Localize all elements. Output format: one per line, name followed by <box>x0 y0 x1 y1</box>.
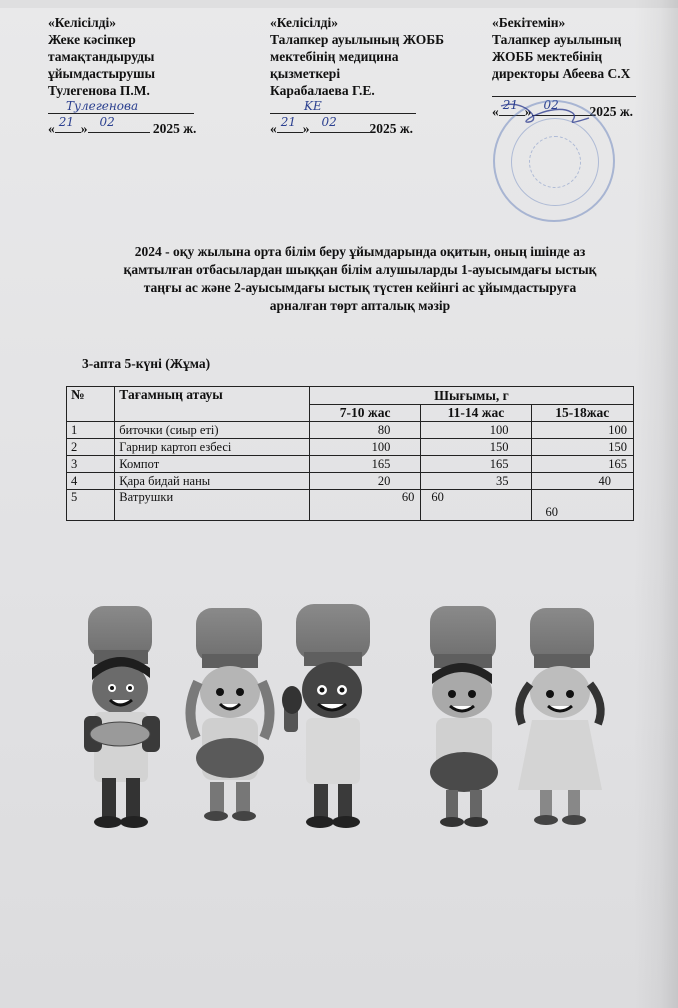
header-number: № <box>67 387 115 422</box>
handwritten-month: 02 <box>99 115 115 129</box>
chef-kid-2 <box>190 608 269 821</box>
row-number: 2 <box>67 439 115 456</box>
chef-kid-5 <box>518 608 602 825</box>
approval-line: ұйымдастырушы <box>48 66 156 81</box>
row-number: 5 <box>67 490 115 521</box>
header-age-7-10: 7-10 жас <box>309 405 420 422</box>
header-age-15-18: 15-18жас <box>531 405 633 422</box>
header-yield: Шығымы, г <box>309 387 633 405</box>
yield-11-14: 35 <box>421 473 531 490</box>
approval-line: директоры Абеева С.Х <box>492 66 631 81</box>
yield-11-14: 100 <box>421 422 531 439</box>
yield-11-14: 60 <box>421 490 531 521</box>
week-day-label: 3-апта 5-күні (Жұма) <box>82 356 211 371</box>
approval-heading: «Келісілді» <box>48 15 116 30</box>
signature-line <box>492 82 672 101</box>
yield-11-14: 165 <box>421 456 531 473</box>
handwritten-day: 21 <box>280 115 297 129</box>
header-dish-name: Тағамның атауы <box>115 387 310 422</box>
table-row <box>67 456 634 473</box>
handwritten-signature: Тулегенова <box>66 99 139 113</box>
yield-7-10: 165 <box>309 456 420 473</box>
date-quote-close: » <box>302 121 310 136</box>
row-number: 4 <box>67 473 115 490</box>
yield-15-18: 150 <box>531 439 633 456</box>
handwritten-signature: KE <box>304 99 322 113</box>
table-row <box>67 473 634 490</box>
dish-name: Гарнир картоп езбесі <box>115 439 310 456</box>
chef-kid-1 <box>84 606 160 828</box>
title-line: 2024 - оқу жылына орта білім беру ұйымдарында оқитын, оның ішінде аз <box>134 244 586 259</box>
signature-line <box>48 99 238 118</box>
handwritten-month: 02 <box>321 115 337 129</box>
title-line: қамтылған отбасылардан шыққан білім алушыларды 1-ауысымдағы ыстық <box>123 262 597 277</box>
date-day-blank <box>55 115 81 133</box>
yield-15-18: 165 <box>531 456 633 473</box>
official-stamp <box>493 100 615 222</box>
yield-15-18: 100 <box>531 422 633 439</box>
date-quote-close: » <box>524 104 532 119</box>
approval-line: Талапкер ауылының <box>492 32 622 47</box>
table-header-row <box>67 387 634 405</box>
table-row <box>67 490 634 521</box>
dish-name: Қара бидай наны <box>115 473 310 490</box>
date-month-blank <box>310 115 370 133</box>
approval-line: мектебінің медицина <box>270 49 399 64</box>
approval-date <box>48 115 238 137</box>
document-title <box>80 243 640 315</box>
yield-11-14: 150 <box>421 439 531 456</box>
approval-heading: «Бекітемін» <box>492 15 566 30</box>
date-year: 2025 ж. <box>589 104 634 119</box>
date-month-blank <box>88 115 150 133</box>
date-year: 2025 ж. <box>369 121 414 136</box>
date-day-blank <box>277 115 303 133</box>
approval-date <box>270 115 480 137</box>
paper-fold <box>0 0 678 8</box>
signature-line <box>270 99 480 118</box>
date-year: 2025 ж. <box>152 121 197 136</box>
approval-line: Талапкер ауылының ЖОББ <box>270 32 445 47</box>
approval-line: ЖОББ мектебінің <box>492 49 603 64</box>
date-quote-close: » <box>80 121 88 136</box>
title-line: арналған төрт апталық мәзір <box>269 298 451 313</box>
handwritten-month: 02 <box>543 98 559 112</box>
page-edge-shadow <box>634 0 678 1008</box>
chef-kids-illustration <box>70 600 630 840</box>
signature-scribble-icon <box>493 100 611 218</box>
date-quote-open: « <box>270 121 277 136</box>
dish-name: биточки (сиыр еті) <box>115 422 310 439</box>
approval-line: тамақтандыруды <box>48 49 155 64</box>
table-row <box>67 422 634 439</box>
handwritten-day: 21 <box>58 115 75 129</box>
menu-table <box>66 386 634 521</box>
chef-kid-4 <box>430 606 498 827</box>
dish-name: Ватрушки <box>115 490 310 521</box>
title-line: таңғы ас және 2-ауысымдағы ыстық түстен кейінгі ас ұйымдастыруға <box>143 280 577 295</box>
row-number: 1 <box>67 422 115 439</box>
approval-line: Тулегенова П.М. <box>48 83 150 98</box>
row-number: 3 <box>67 456 115 473</box>
yield-15-18: 40 <box>531 473 633 490</box>
yield-7-10: 20 <box>309 473 420 490</box>
yield-15-18: 60 <box>531 490 633 521</box>
handwritten-day: 21 <box>502 98 519 112</box>
date-quote-open: « <box>48 121 55 136</box>
approval-line: Карабалаева Г.Е. <box>270 83 375 98</box>
date-quote-open: « <box>492 104 499 119</box>
yield-7-10: 80 <box>309 422 420 439</box>
dish-name: Компот <box>115 456 310 473</box>
approval-block-medical <box>270 14 480 137</box>
yield-7-10: 60 <box>309 490 420 521</box>
table-row <box>67 439 634 456</box>
approval-block-entrepreneur <box>48 14 238 137</box>
approval-heading: «Келісілді» <box>270 15 338 30</box>
approval-line: Жеке кәсіпкер <box>48 32 136 47</box>
yield-7-10: 100 <box>309 439 420 456</box>
header-age-11-14: 11-14 жас <box>421 405 531 422</box>
chef-kid-3 <box>282 604 370 828</box>
approval-line: қызметкері <box>270 66 341 81</box>
